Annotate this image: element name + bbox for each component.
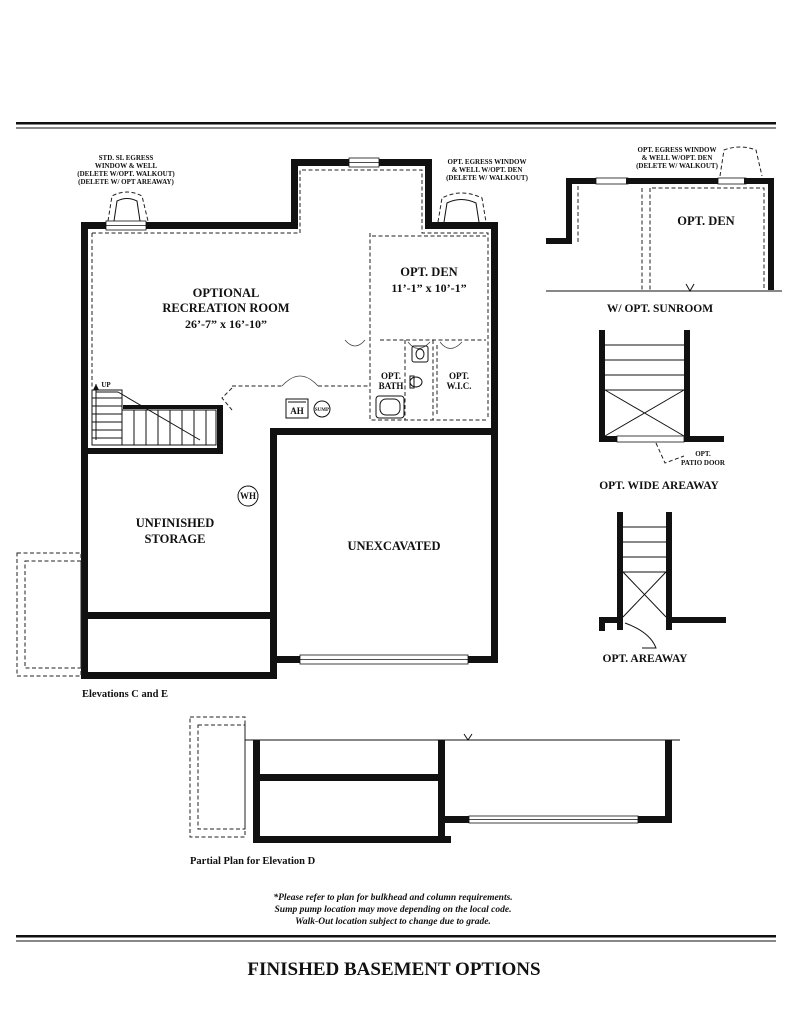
water-heater-label: WH [239,491,257,501]
bath-label-1: OPT. [380,371,402,381]
svg-text:(DELETE W/ WALKOUT): (DELETE W/ WALKOUT) [446,174,528,182]
wic-label-2: W.I.C. [446,381,472,391]
svg-text:*Please refer to plan for bulk: *Please refer to plan for bulkhead and column requirements. [273,893,513,903]
svg-text:(DELETE W/ WALKOUT): (DELETE W/ WALKOUT) [636,162,718,170]
svg-text:OPT. EGRESS WINDOW: OPT. EGRESS WINDOW [447,158,527,166]
partial-plan-label: Partial Plan for Elevation D [190,856,316,867]
sunroom-egress-callout [636,146,718,170]
storage-label-2: STORAGE [144,532,206,546]
recreation-room-label-2: RECREATION ROOM [162,301,290,315]
wide-areaway-inset [599,330,726,492]
svg-text:(DELETE W/OPT. WALKOUT): (DELETE W/OPT. WALKOUT) [77,170,175,178]
storage-label-1: UNFINISHED [135,516,215,530]
stairs-up-label: UP [101,381,111,389]
footnotes [273,892,512,927]
sunroom-caption: W/ OPT. SUNROOM [606,303,714,315]
top-rule [16,122,776,129]
sunroom-den-label: OPT. DEN [677,214,735,228]
patio-door-label-1: OPT. [695,450,711,458]
areaway-inset [599,512,726,665]
bath-label-2: BATH [378,381,404,391]
svg-text:STD. SL EGRESS: STD. SL EGRESS [98,154,154,162]
bottom-rule [16,935,776,942]
main-basement-plan [17,154,529,700]
svg-text:& WELL W/OPT. DEN: & WELL W/OPT. DEN [451,166,523,174]
svg-text:Walk-Out location subject to c: Walk-Out location subject to change due to grade. [295,917,491,927]
sunroom-inset [546,146,782,315]
air-handler-label: AH [290,406,304,416]
svg-text:& WELL W/OPT. DEN: & WELL W/OPT. DEN [641,154,713,162]
page-title: FINISHED BASEMENT OPTIONS [247,959,541,980]
opt-egress-callout [446,158,528,182]
svg-text:WINDOW & WELL: WINDOW & WELL [94,162,158,170]
den-dimensions: 11’-1” x 10’-1” [391,281,467,295]
svg-text:(DELETE W/ OPT AREAWAY): (DELETE W/ OPT AREAWAY) [78,178,174,186]
std-egress-callout [77,154,175,186]
den-label: OPT. DEN [400,265,458,279]
wide-areaway-caption: OPT. WIDE AREAWAY [599,480,719,492]
wic-label-1: OPT. [448,371,470,381]
svg-text:Sump pump location may move de: Sump pump location may move depending on the local code. [274,905,512,915]
areaway-caption: OPT. AREAWAY [602,653,688,665]
recreation-room-dimensions: 26’-7” x 16’-10” [185,317,267,331]
recreation-room-label-1: OPTIONAL [192,286,260,300]
elevation-c-e-label: Elevations C and E [82,689,169,700]
unexcavated-label: UNEXCAVATED [347,539,441,553]
svg-text:OPT. EGRESS WINDOW: OPT. EGRESS WINDOW [637,146,717,154]
partial-plan-elevation-d [190,717,680,867]
patio-door-label-2: PATIO DOOR [681,459,725,467]
sump-label: SUMP [314,408,330,413]
stairs [92,381,216,445]
